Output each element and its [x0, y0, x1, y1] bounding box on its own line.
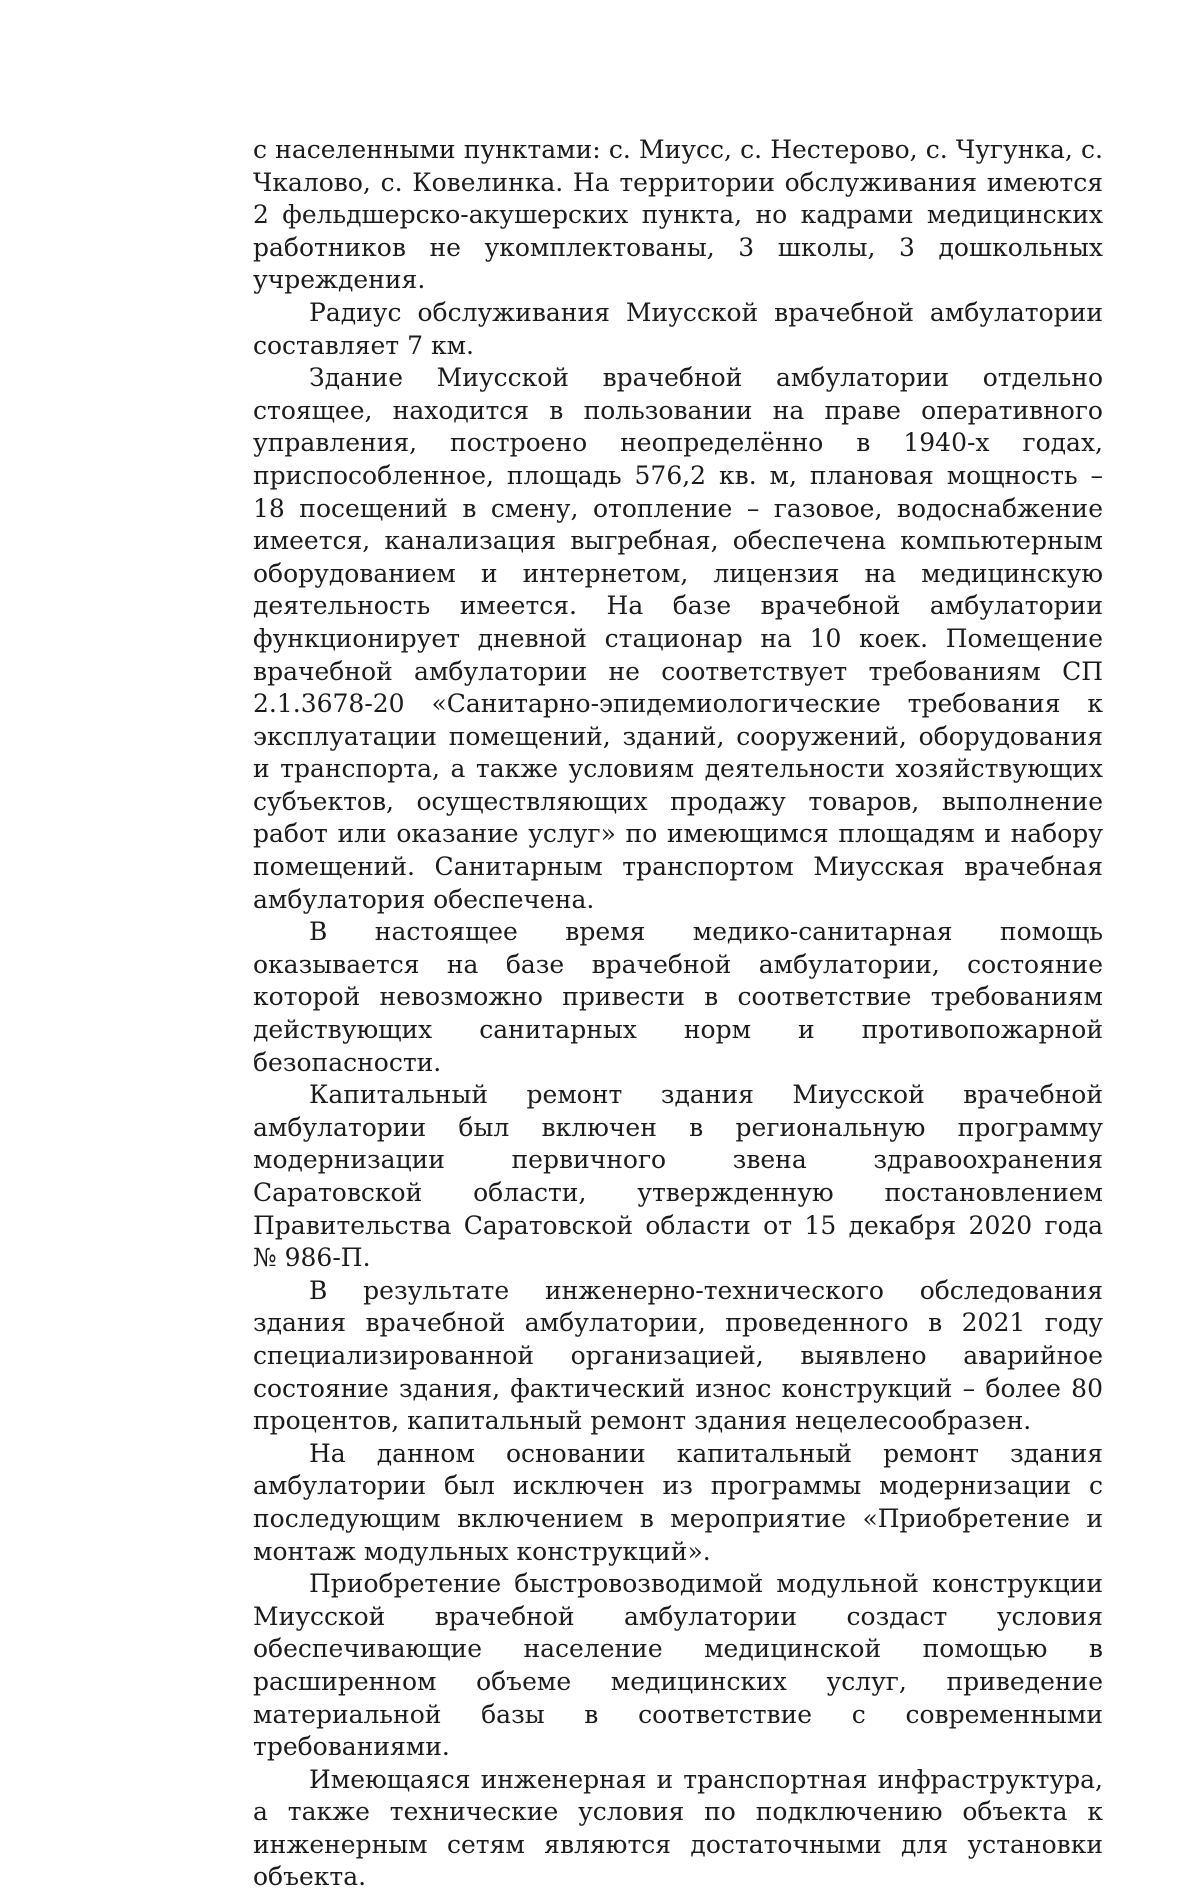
paragraph-6: В результате инженерно-технического обследования здания врачебной амбулатории, проведенного в 2021 году специализированной организацией, выявлено аварийное состояние здания, фактический износ конструкций – более 80 процентов, капитальный ремонт здания нецелесообразен. [253, 1275, 1103, 1436]
document-body [253, 134, 1103, 1894]
paragraph-8: Приобретение быстровозводимой модульной конструкции Миусской врачебной амбулатории создаст условия обеспечивающие население медицинской помощью в расширенном объеме медицинских услуг, приведение материальной базы в соответствие с современными требованиями. [253, 1569, 1103, 1762]
paragraph-4: В настоящее время медико-санитарная помощь оказывается на базе врачебной амбулатории, состояние которой невозможно привести в соответствие требованиям действующих санитарных норм и противопожарной безопасности. [253, 917, 1103, 1077]
paragraph-1: с населенными пунктами: с. Миусс, с. Нестерово, с. Чугунка, с. Чкалово, с. Ковелинка. На территории обслуживания имеются 2 фельдшерско-акушерских пункта, но кадрами медицинских работников не укомплектованы, 3 школы, 3 дошкольных учреждения. [253, 135, 1103, 295]
paragraph-9: Имеющаяся инженерная и транспортная инфраструктура, а также технические условия по подключению объекта к инженерным сетям являются достаточными для установки объекта. [253, 1764, 1103, 1892]
paragraph-3: Здание Миусской врачебной амбулатории отдельно стоящее, находится в пользовании на праве оперативного управления, построено неопределённо в 1940-х годах, приспособленное, площадь 576,2 кв. м, плановая мощность – 18 посещений в смену, отопление – газовое, водоснабжение имеется, канализация выгребная, обеспечена компьютерным оборудованием и интернетом, лицензия на медицинскую деятельность имеется. На базе врачебной амбулатории функционирует дневной стационар на 10 коек. Помещение врачебной амбулатории не соответствует требованиям СП 2.1.3678-20 «Санитарно-эпидемиологические требования к эксплуатации помещений, зданий, сооружений, оборудования и транспорта, а также условиям деятельности хозяйствующих субъектов, осуществляющих продажу товаров, выполнение работ или оказание услуг» по имеющимся площадям и набору помещений. Санитарным транспортом Миусская врачебная амбулатория обеспечена. [253, 363, 1103, 914]
paragraph-5: Капитальный ремонт здания Миусской врачебной амбулатории был включен в региональную программу модернизации первичного звена здравоохранения Саратовской области, утвержденную постановлением Правительства Саратовской области от 15 декабря 2020 года № 986-П. [253, 1080, 1103, 1273]
paragraph-2: Радиус обслуживания Миусской врачебной амбулатории составляет 7 км. [253, 297, 1103, 360]
paragraph-7: На данном основании капитальный ремонт здания амбулатории был исключен из программы модернизации с последующим включением в мероприятие «Приобретение и монтаж модульных конструкций». [253, 1438, 1103, 1566]
